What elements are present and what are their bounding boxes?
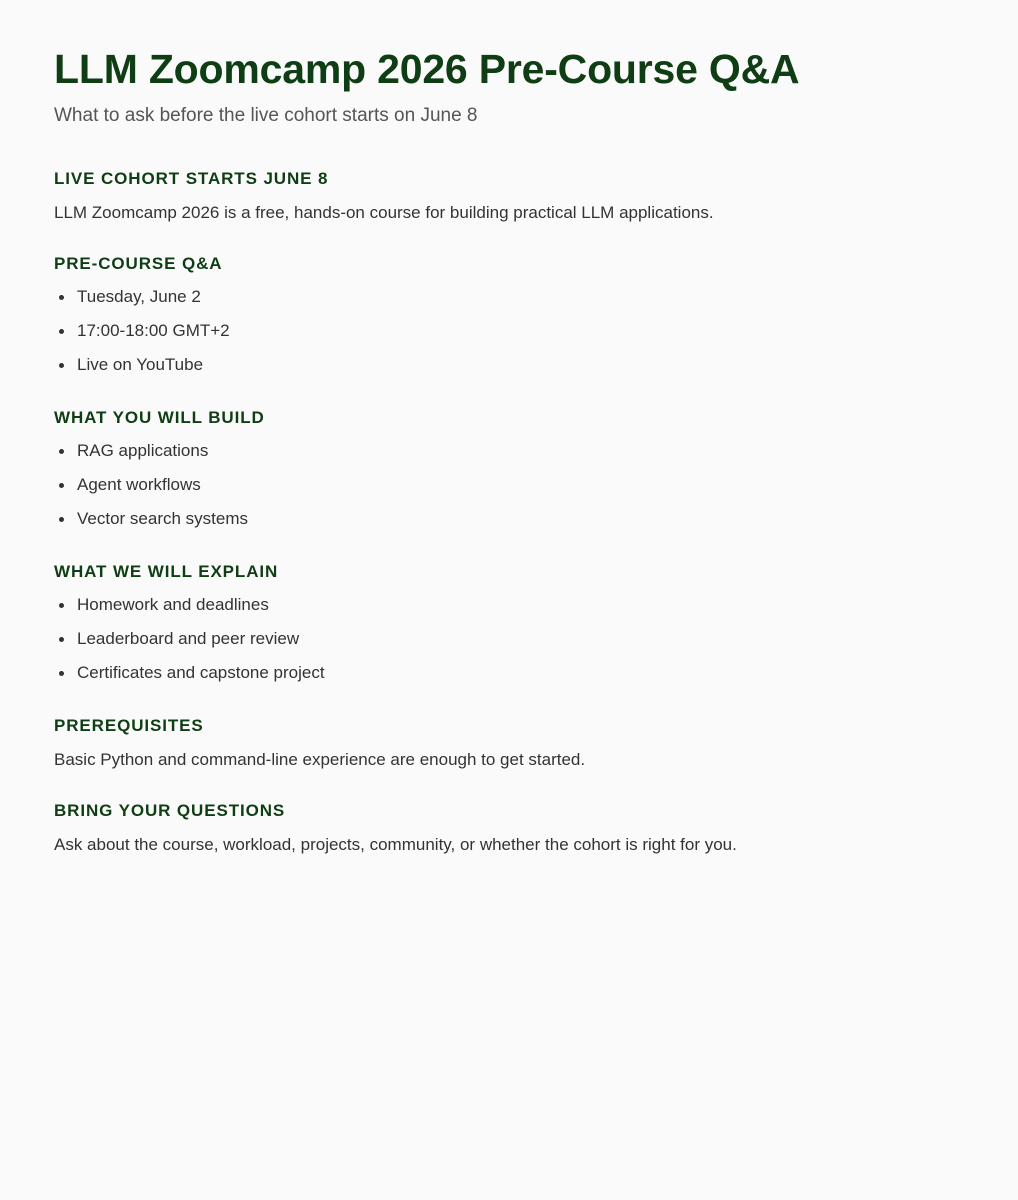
section-what-we-will-explain: [54, 561, 964, 684]
list-item-text: Leaderboard and peer review: [77, 629, 300, 648]
section-text-prerequisites: Basic Python and command-line experience are enough to get started.: [54, 750, 586, 769]
section-heading-bring-your-questions: BRING YOUR QUESTIONS: [54, 801, 286, 820]
list-item: [54, 354, 964, 376]
list-item-text: Live on YouTube: [77, 355, 204, 374]
section-heading-what-you-will-build: WHAT YOU WILL BUILD: [54, 408, 265, 427]
what-we-will-explain-list: [54, 594, 964, 684]
section-text-live-cohort: LLM Zoomcamp 2026 is a free, hands-on course for building practical LLM applications.: [54, 203, 714, 222]
bullet-icon: [59, 637, 64, 642]
bullet-icon: [59, 483, 64, 488]
bullet-icon: [59, 329, 64, 334]
section-live-cohort: [54, 168, 964, 224]
section-heading-prerequisites: PREREQUISITES: [54, 716, 204, 735]
list-item-text: RAG applications: [77, 441, 209, 460]
page-title: LLM Zoomcamp 2026 Pre-Course Q&A: [54, 46, 800, 92]
bullet-icon: [59, 603, 64, 608]
list-item: [54, 594, 964, 616]
list-item: [54, 474, 964, 496]
section-heading-live-cohort: LIVE COHORT STARTS JUNE 8: [54, 169, 329, 188]
list-item: [54, 286, 964, 308]
list-item: [54, 662, 964, 684]
section-text-bring-your-questions: Ask about the course, workload, projects, community, or whether the cohort is right for you.: [54, 835, 737, 854]
list-item-text: Vector search systems: [77, 509, 249, 528]
bullet-icon: [59, 517, 64, 522]
section-heading-what-we-will-explain: WHAT WE WILL EXPLAIN: [54, 562, 279, 581]
list-item: [54, 628, 964, 650]
list-item-text: Tuesday, June 2: [77, 287, 201, 306]
section-bring-your-questions: [54, 800, 964, 856]
section-heading-pre-course-qa: PRE-COURSE Q&A: [54, 254, 223, 273]
list-item: [54, 320, 964, 342]
bullet-icon: [59, 671, 64, 676]
section-what-you-will-build: [54, 407, 964, 530]
bullet-icon: [59, 449, 64, 454]
what-you-will-build-list: [54, 440, 964, 530]
list-item-text: 17:00-18:00 GMT+2: [77, 321, 230, 340]
page-subtitle: What to ask before the live cohort starts on June 8: [54, 105, 478, 126]
section-prerequisites: [54, 715, 964, 771]
list-item-text: Homework and deadlines: [77, 595, 269, 614]
list-item: [54, 440, 964, 462]
pre-course-qa-list: [54, 286, 964, 376]
list-item: [54, 508, 964, 530]
list-item-text: Agent workflows: [77, 475, 201, 494]
section-pre-course-qa: [54, 253, 964, 376]
bullet-icon: [59, 363, 64, 368]
list-item-text: Certificates and capstone project: [77, 663, 325, 682]
bullet-icon: [59, 295, 64, 300]
